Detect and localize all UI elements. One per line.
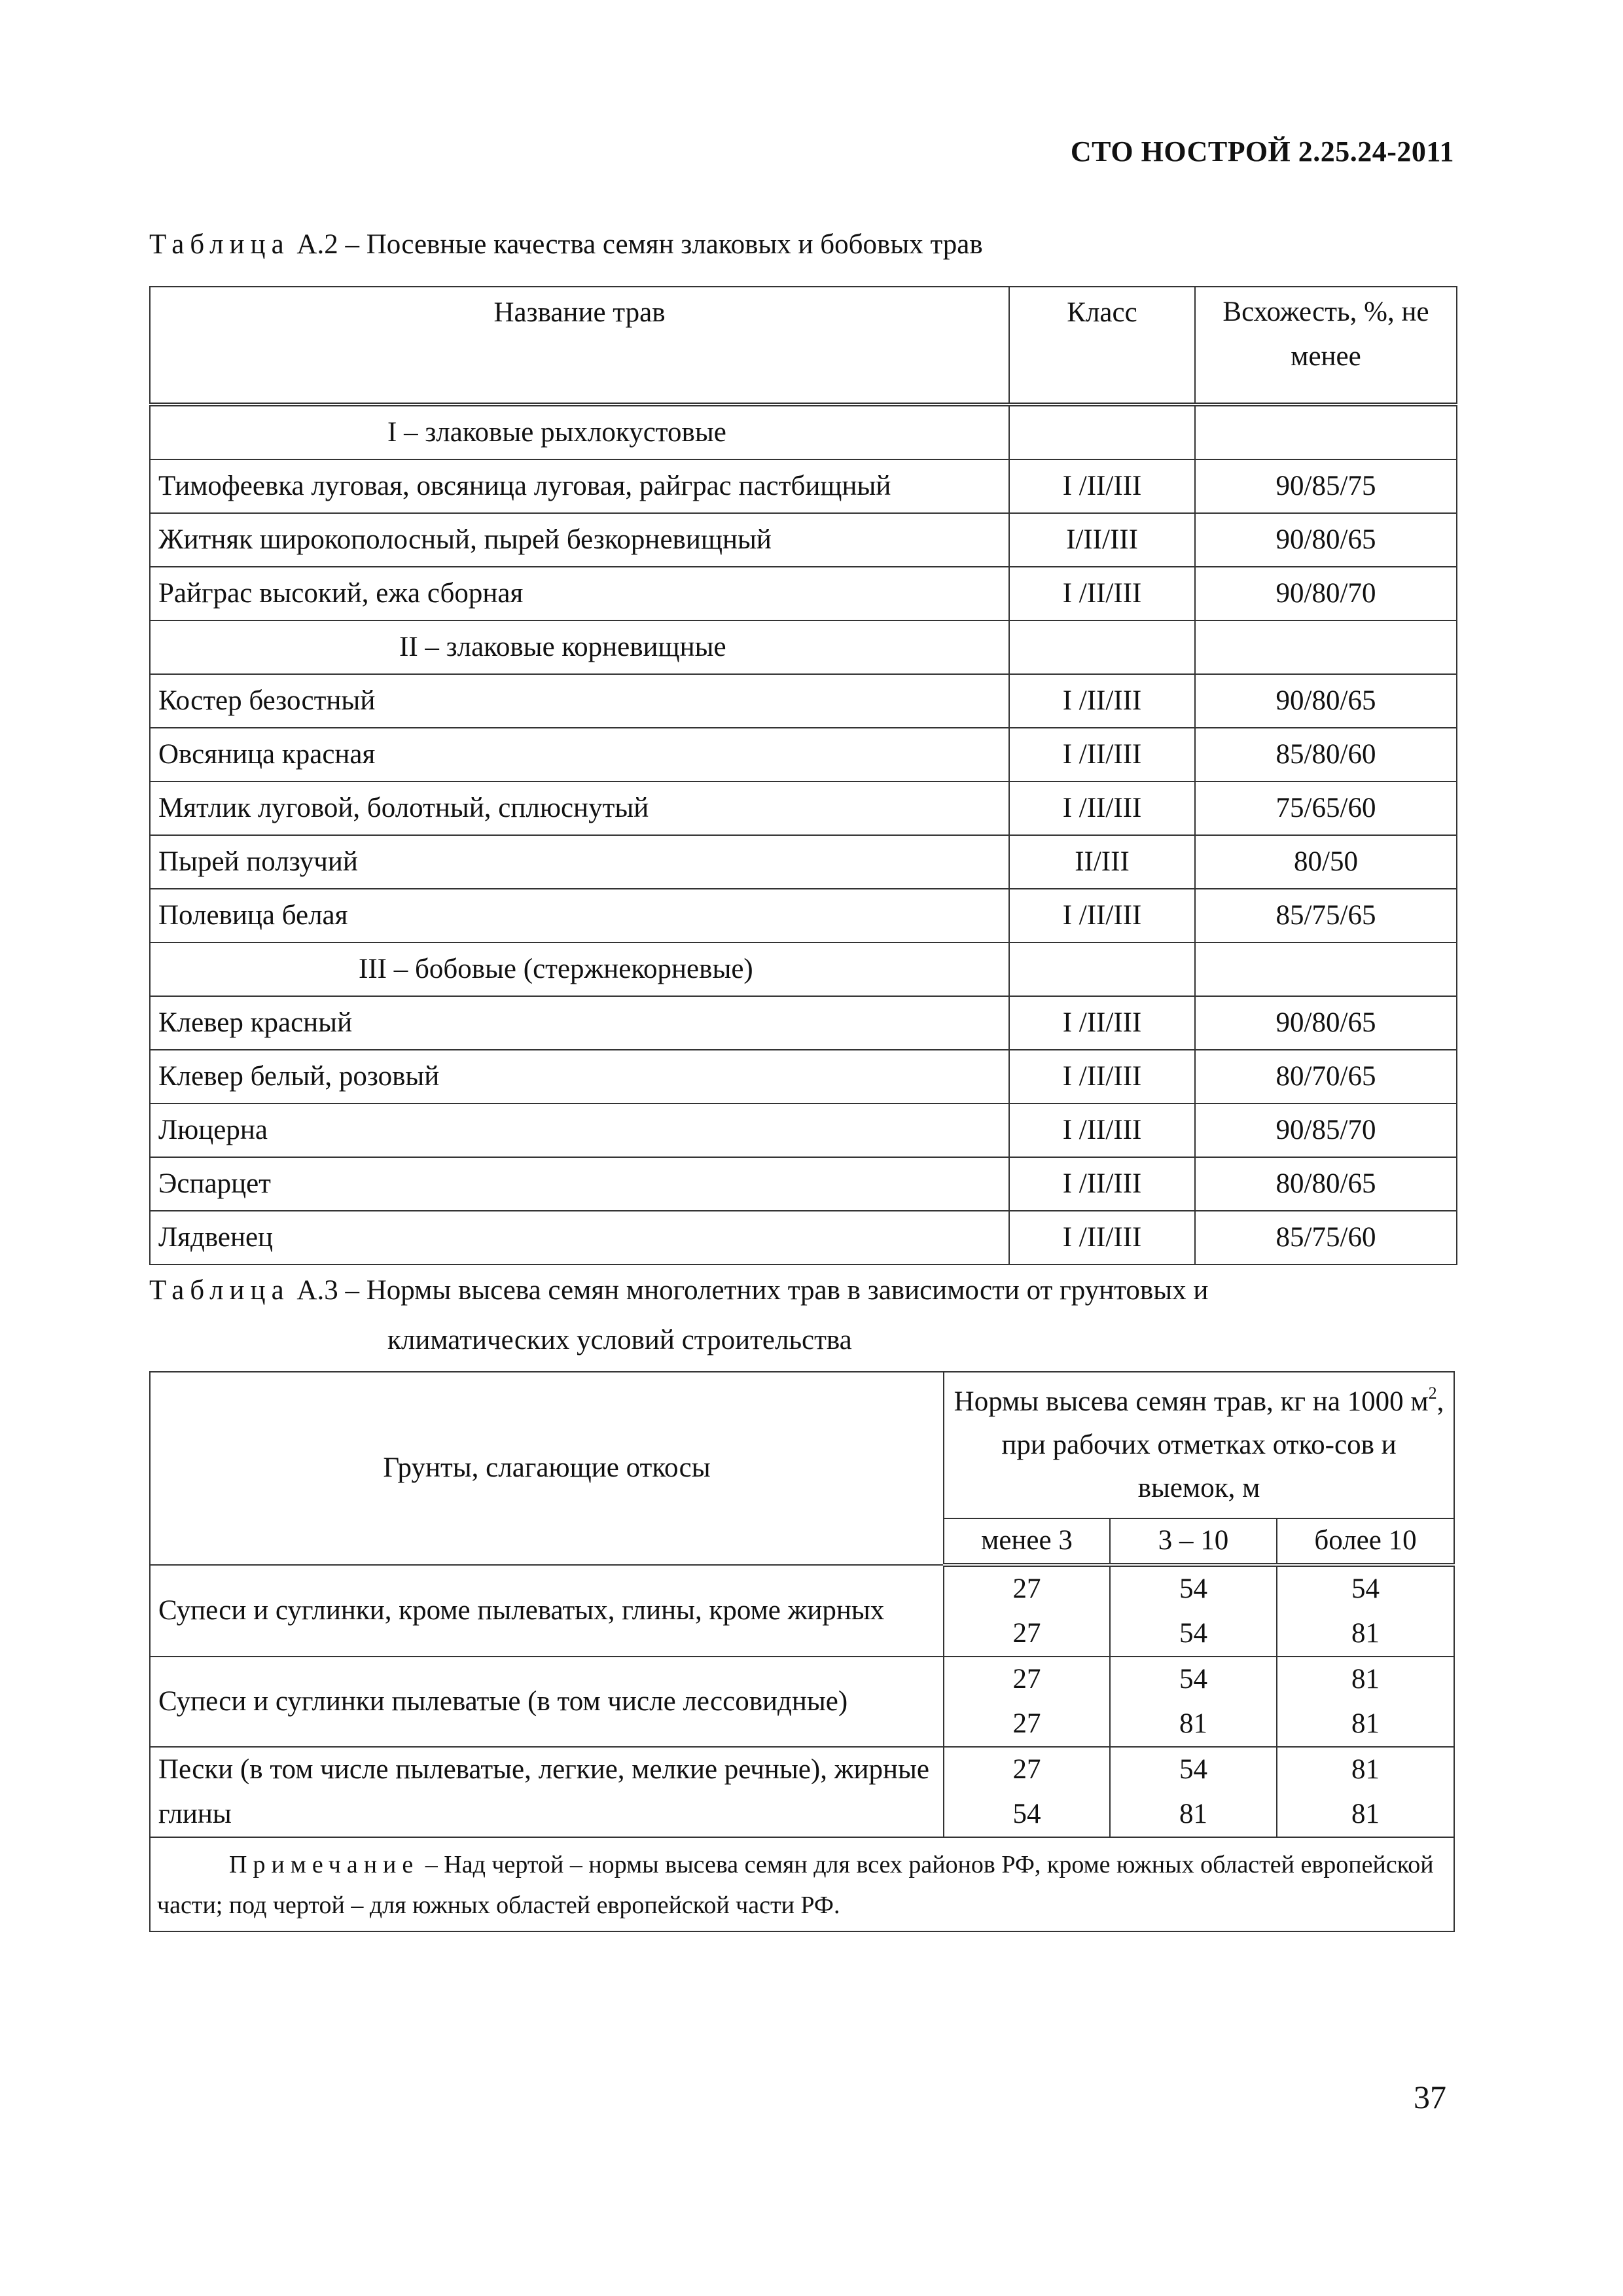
- table-row: [150, 1657, 1454, 1747]
- table-a3-caption-label: Таблица: [149, 1275, 290, 1306]
- table-row: [150, 567, 1457, 620]
- grass-germination: 85/75/60: [1195, 1211, 1457, 1265]
- subcolumn-header: более 10: [1277, 1518, 1454, 1565]
- group-title: I – злаковые рыхлокустовые: [150, 404, 1009, 459]
- norm-under-line: 54: [1012, 1798, 1041, 1829]
- grass-name: Райграс высокий, ежа сборная: [150, 567, 1009, 620]
- norm-under-line: 54: [1179, 1617, 1207, 1649]
- grass-name: Клевер белый, розовый: [150, 1050, 1009, 1103]
- norm-over-line: 27: [1012, 1573, 1041, 1604]
- grass-class: I /II/III: [1009, 996, 1195, 1050]
- document-header: СТО НОСТРОЙ 2.25.24-2011: [1070, 135, 1454, 168]
- soil-name: Пески (в том числе пылеватые, легкие, мелкие речные), жирные глины: [150, 1747, 944, 1837]
- column-header-norms: [944, 1372, 1454, 1518]
- grass-germination: 90/85/70: [1195, 1103, 1457, 1157]
- grass-class: I /II/III: [1009, 1157, 1195, 1211]
- column-header-germination: Всхожесть, %, не менее: [1195, 287, 1457, 404]
- table-a2: [149, 286, 1457, 1265]
- norm-cell: [1277, 1747, 1454, 1837]
- table-a3-caption-text: А.3 – Нормы высева семян многолетних трав в зависимости от грунтовых и: [289, 1275, 1209, 1306]
- group-row: [150, 942, 1457, 996]
- group-row: [150, 404, 1457, 459]
- norm-under-line: 27: [1012, 1708, 1041, 1739]
- soil-name: Супеси и суглинки, кроме пылеватых, глины, кроме жирных: [150, 1565, 944, 1657]
- norm-cell: [1277, 1657, 1454, 1747]
- table-a3-caption: [149, 1267, 1208, 1314]
- norm-under-line: 27: [1012, 1617, 1041, 1649]
- table-a3-caption-line2: климатических условий строительства: [387, 1325, 852, 1355]
- grass-germination: 80/80/65: [1195, 1157, 1457, 1211]
- grass-name: Люцерна: [150, 1103, 1009, 1157]
- table-row: [150, 728, 1457, 781]
- grass-name: Овсяница красная: [150, 728, 1009, 781]
- grass-class: I /II/III: [1009, 1103, 1195, 1157]
- note-text: – Над чертой – нормы высева семян для всех районов РФ, кроме южных областей европейской части; под чертой – для южных областей европейской части РФ.: [157, 1850, 1434, 1919]
- norm-under-line: 81: [1179, 1798, 1207, 1829]
- norm-over-line: 27: [1012, 1753, 1041, 1785]
- table-note: [150, 1837, 1454, 1931]
- norm-cell: [1110, 1657, 1277, 1747]
- group-title: III – бобовые (стержнекорневые): [150, 942, 1009, 996]
- grass-germination: 85/80/60: [1195, 728, 1457, 781]
- table-row: [150, 1211, 1457, 1265]
- norm-over-line: 54: [1179, 1573, 1207, 1604]
- subcolumn-header: менее 3: [944, 1518, 1110, 1565]
- norm-under-line: 81: [1351, 1708, 1380, 1739]
- table-row: [150, 781, 1457, 835]
- grass-name: Мятлик луговой, болотный, сплюснутый: [150, 781, 1009, 835]
- grass-name: Тимофеевка луговая, овсяница луговая, райграс пастбищный: [150, 459, 1009, 513]
- grass-germination: 90/80/65: [1195, 674, 1457, 728]
- norm-over-line: 54: [1179, 1753, 1207, 1785]
- table-header-row: [150, 1372, 1454, 1518]
- table-row: [150, 1747, 1454, 1837]
- grass-germination: 80/50: [1195, 835, 1457, 889]
- grass-germination: 90/85/75: [1195, 459, 1457, 513]
- grass-germination: 90/80/65: [1195, 513, 1457, 567]
- norm-over-line: 81: [1351, 1753, 1380, 1785]
- table-row: [150, 996, 1457, 1050]
- grass-germination: 90/80/65: [1195, 996, 1457, 1050]
- grass-germination: 80/70/65: [1195, 1050, 1457, 1103]
- column-header-soils: Грунты, слагающие откосы: [150, 1372, 944, 1565]
- table-a3: [149, 1371, 1455, 1932]
- group-row: [150, 620, 1457, 674]
- table-row: [150, 459, 1457, 513]
- table-row: [150, 513, 1457, 567]
- grass-name: Клевер красный: [150, 996, 1009, 1050]
- table-row: [150, 889, 1457, 942]
- norm-under-line: 81: [1351, 1617, 1380, 1649]
- soil-name: Супеси и суглинки пылеватые (в том числе лессовидные): [150, 1657, 944, 1747]
- grass-class: II/III: [1009, 835, 1195, 889]
- page-number: 37: [1414, 2079, 1446, 2115]
- table-row: [150, 1103, 1457, 1157]
- norm-over-line: 81: [1351, 1663, 1380, 1695]
- grass-class: I /II/III: [1009, 1211, 1195, 1265]
- grass-germination: 75/65/60: [1195, 781, 1457, 835]
- norm-over-line: 54: [1351, 1573, 1380, 1604]
- table-row: [150, 1565, 1454, 1657]
- norm-cell: [1110, 1747, 1277, 1837]
- grass-name: Полевица белая: [150, 889, 1009, 942]
- grass-germination: 90/80/70: [1195, 567, 1457, 620]
- grass-class: I /II/III: [1009, 567, 1195, 620]
- norm-under-line: 81: [1179, 1708, 1207, 1739]
- norms-header-text: Нормы высева семян трав, кг на 1000 м: [954, 1386, 1429, 1417]
- column-header-class: Класс: [1009, 287, 1195, 404]
- grass-germination: 85/75/65: [1195, 889, 1457, 942]
- table-row: [150, 1050, 1457, 1103]
- table-row: [150, 674, 1457, 728]
- norms-header-text-end: , при рабочих отметках отко-сов и выемок, м: [1001, 1386, 1444, 1503]
- grass-name: Житняк широкополосный, пырей безкорневищный: [150, 513, 1009, 567]
- grass-name: Костер безостный: [150, 674, 1009, 728]
- table-row: [150, 1157, 1457, 1211]
- table-row: [150, 835, 1457, 889]
- norm-over-line: 54: [1179, 1663, 1207, 1695]
- grass-class: I /II/III: [1009, 728, 1195, 781]
- grass-name: Пырей ползучий: [150, 835, 1009, 889]
- note-label: Примечание: [229, 1850, 419, 1878]
- subcolumn-header: 3 – 10: [1110, 1518, 1277, 1565]
- table-a2-caption-text: А.2 – Посевные качества семян злаковых и бобовых трав: [289, 229, 983, 260]
- grass-name: Лядвенец: [150, 1211, 1009, 1265]
- norm-cell: [944, 1747, 1110, 1837]
- norm-over-line: 27: [1012, 1663, 1041, 1695]
- column-header-name: Название трав: [150, 287, 1009, 404]
- table-note-row: [150, 1837, 1454, 1931]
- grass-class: I /II/III: [1009, 889, 1195, 942]
- norm-cell: [944, 1565, 1110, 1657]
- grass-class: I /II/III: [1009, 781, 1195, 835]
- norm-cell: [1277, 1565, 1454, 1657]
- group-title: II – злаковые корневищные: [150, 620, 1009, 674]
- table-header-row: [150, 287, 1457, 404]
- grass-class: I /II/III: [1009, 459, 1195, 513]
- norm-under-line: 81: [1351, 1798, 1380, 1829]
- table-a2-caption-label: Таблица: [149, 229, 290, 260]
- grass-class: I /II/III: [1009, 674, 1195, 728]
- grass-class: I /II/III: [1009, 1050, 1195, 1103]
- norms-header-superscript: 2: [1428, 1384, 1437, 1403]
- grass-class: I/II/III: [1009, 513, 1195, 567]
- norm-cell: [944, 1657, 1110, 1747]
- norm-cell: [1110, 1565, 1277, 1657]
- grass-name: Эспарцет: [150, 1157, 1009, 1211]
- table-a2-caption: [149, 221, 983, 268]
